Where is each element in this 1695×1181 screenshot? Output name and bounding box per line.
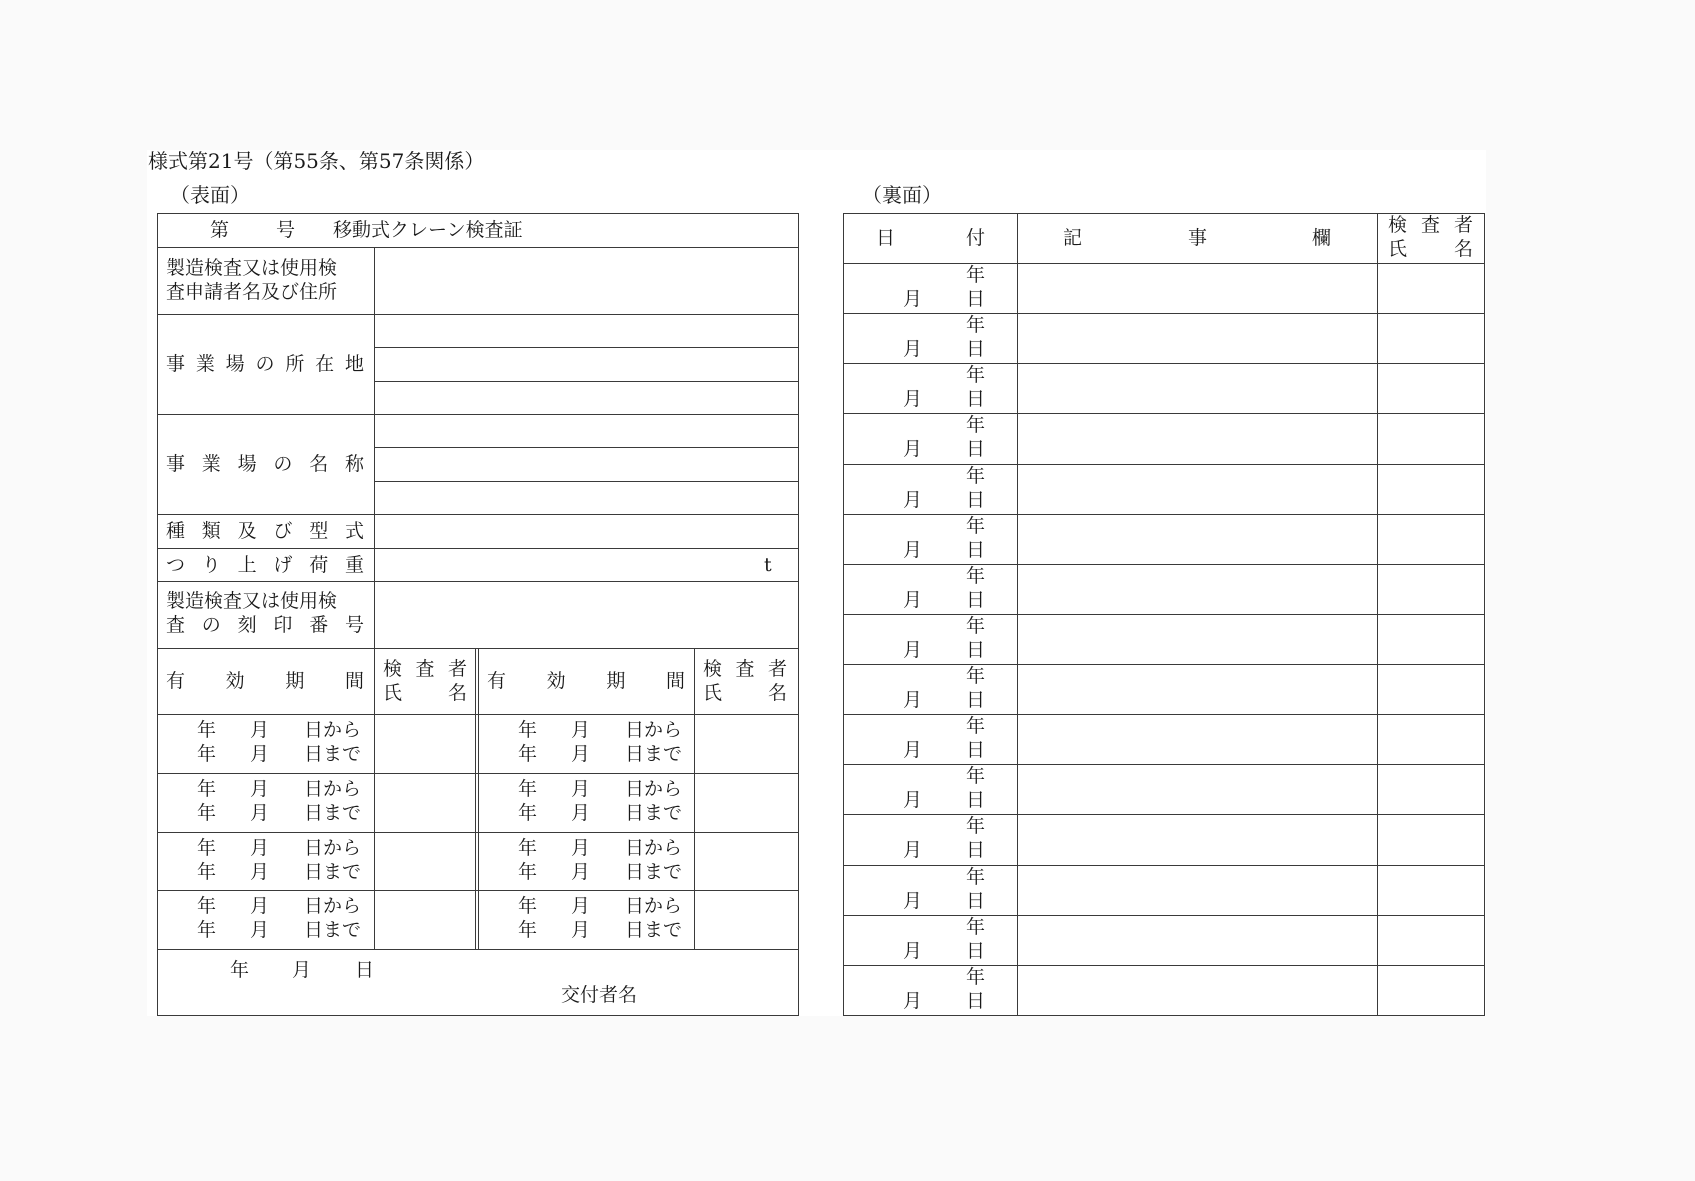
validity-left-from-month: 月 [250,895,270,918]
validity-right-from-day: 日から [625,836,683,859]
notes-header-2: 事 [1188,227,1208,249]
record-date-day: 日 [966,488,986,511]
form-title: 様式第21号（第55条、第57条関係） [148,149,485,173]
validity-left-from-year: 年 [197,836,217,859]
record-date-day: 日 [966,538,986,561]
record-date-year: 年 [966,665,986,688]
validity-right-to-month: 月 [571,860,591,883]
validity-left-inspector-field[interactable] [377,892,472,947]
workplace-name-field-2[interactable] [376,449,796,480]
validity-left-to-month: 月 [250,801,270,824]
record-date-month: 月 [903,488,923,511]
record-date-month: 月 [903,739,923,762]
validity-right-to-day: 日まで [625,743,683,765]
record-date-field[interactable] [846,867,1014,913]
validity-left-from-month: 月 [250,719,270,741]
record-date-year: 年 [966,815,986,838]
validity-left-from-day: 日から [304,777,362,800]
record-date-year: 年 [966,564,986,587]
validity-right-to-year: 年 [518,801,538,824]
rated-load-field[interactable] [376,550,756,580]
stamp-number-label-line2: 査 の 刻 印 番 号 [166,614,364,636]
applicant-name-address-field[interactable] [376,249,796,313]
issue-month-label: 月 [292,959,312,981]
record-date-day: 日 [966,989,986,1012]
record-notes-field[interactable] [1020,716,1374,762]
record-date-field[interactable] [846,816,1014,862]
validity-left-period-field[interactable] [160,775,370,830]
record-date-day: 日 [966,839,986,862]
workplace-location-label: 事 業 場 の 所 在 地 [166,353,364,375]
validity-right-to-day: 日まで [625,860,683,883]
certificate-title: 移動式クレーン検査証 [333,219,523,241]
validity-left-from-day: 日から [304,719,362,741]
validity-right-inspector-field[interactable] [698,775,793,830]
type-model-label: 種 類 及 び 型 式 [166,520,364,542]
record-inspector-field[interactable] [1380,716,1482,762]
validity-right-from-year: 年 [518,777,538,800]
notes-header-3: 欄 [1312,227,1332,249]
record-date-field[interactable] [846,566,1014,612]
workplace-name-field-1[interactable] [376,416,796,446]
workplace-location-field-2[interactable] [376,349,796,380]
record-inspector-field[interactable] [1380,967,1482,1013]
validity-right-inspector-field[interactable] [698,892,793,947]
validity-right-from-year: 年 [518,836,538,859]
validity-left-from-year: 年 [197,895,217,918]
validity-right-from-day: 日から [625,895,683,918]
validity-right-inspector-field[interactable] [698,834,793,889]
validity-right-to-year: 年 [518,743,538,765]
record-inspector-field[interactable] [1380,365,1482,411]
record-date-month: 月 [903,588,923,611]
validity-period-header-left: 有 効 期 間 [166,670,364,692]
validity-right-to-year: 年 [518,860,538,883]
type-model-field[interactable] [376,516,796,546]
record-date-field[interactable] [846,666,1014,712]
record-date-year: 年 [966,865,986,888]
record-date-year: 年 [966,514,986,537]
validity-right-to-day: 日まで [625,919,683,942]
validity-left-to-day: 日まで [304,801,362,824]
applicant-label-line1: 製造検査又は使用検 [166,257,338,279]
validity-right-period-field[interactable] [481,892,691,947]
inspector-header-right-line1: 検 査 者 [703,658,787,680]
validity-right-period-field[interactable] [481,775,691,830]
record-inspector-field[interactable] [1380,566,1482,612]
record-date-year: 年 [966,614,986,637]
date-header-1: 日 [876,227,896,249]
notes-header-1: 記 [1063,227,1083,249]
record-inspector-field[interactable] [1380,265,1482,311]
validity-left-from-month: 月 [250,836,270,859]
record-date-month: 月 [903,438,923,461]
record-date-year: 年 [966,765,986,788]
validity-left-to-year: 年 [197,743,217,765]
front-side-label: （表面） [170,183,250,207]
stamp-number-label-line1: 製造検査又は使用検 [166,590,338,612]
validity-right-to-month: 月 [571,919,591,942]
record-date-year: 年 [966,715,986,738]
record-date-year: 年 [966,915,986,938]
record-date-year: 年 [966,264,986,286]
record-date-year: 年 [966,464,986,487]
validity-period-header-right: 有 効 期 間 [487,670,685,692]
validity-right-from-year: 年 [518,719,538,741]
validity-right-to-year: 年 [518,919,538,942]
record-notes-field[interactable] [1020,816,1374,862]
validity-left-inspector-field[interactable] [377,716,472,771]
record-date-day: 日 [966,288,986,310]
record-date-field[interactable] [846,315,1014,361]
record-notes-field[interactable] [1020,415,1374,461]
issue-date-field[interactable] [160,952,390,982]
record-notes-field[interactable] [1020,917,1374,963]
record-date-year: 年 [966,364,986,387]
record-date-month: 月 [903,538,923,561]
validity-left-from-day: 日から [304,836,362,859]
record-date-year: 年 [966,965,986,988]
record-inspector-field[interactable] [1380,466,1482,512]
back-inspector-header-line2: 氏 名 [1388,238,1473,260]
record-notes-field[interactable] [1020,466,1374,512]
record-inspector-field[interactable] [1380,516,1482,562]
record-notes-field[interactable] [1020,766,1374,812]
record-date-day: 日 [966,689,986,712]
load-unit-tons: t [764,554,772,576]
record-date-month: 月 [903,939,923,962]
validity-right-inspector-field[interactable] [698,716,793,771]
validity-left-to-day: 日まで [304,860,362,883]
record-date-field[interactable] [846,265,1014,311]
record-inspector-field[interactable] [1380,415,1482,461]
rated-load-label: つ り 上 げ 荷 重 [166,554,364,576]
record-date-year: 年 [966,314,986,337]
validity-left-from-year: 年 [197,719,217,741]
inspector-header-left-line1: 検 査 者 [383,658,467,680]
validity-left-to-year: 年 [197,801,217,824]
record-inspector-field[interactable] [1380,867,1482,913]
validity-right-from-month: 月 [571,719,591,741]
validity-left-to-month: 月 [250,919,270,942]
record-date-day: 日 [966,789,986,812]
record-date-field[interactable] [846,716,1014,762]
workplace-location-field-3[interactable] [376,383,796,413]
applicant-label-line2: 査申請者名及び住所 [166,281,338,303]
certificate-number-field[interactable] [232,216,272,244]
back-side-label: （裏面） [862,183,942,207]
record-date-month: 月 [903,789,923,812]
issuer-name-label: 交付者名 [561,984,638,1006]
record-notes-field[interactable] [1020,616,1374,662]
record-date-day: 日 [966,638,986,661]
record-date-day: 日 [966,388,986,411]
issue-year-label: 年 [230,959,250,981]
validity-right-from-day: 日から [625,719,683,741]
record-date-month: 月 [903,989,923,1012]
validity-left-to-month: 月 [250,743,270,765]
stamp-number-field[interactable] [376,583,796,647]
record-inspector-field[interactable] [1380,666,1482,712]
validity-left-from-month: 月 [250,777,270,800]
record-date-field[interactable] [846,415,1014,461]
workplace-name-field-3[interactable] [376,483,796,513]
record-date-month: 月 [903,889,923,912]
record-date-day: 日 [966,889,986,912]
validity-right-to-day: 日まで [625,801,683,824]
back-inspector-header-line1: 検 査 者 [1388,214,1473,236]
record-date-field[interactable] [846,365,1014,411]
validity-left-from-day: 日から [304,895,362,918]
workplace-location-field-1[interactable] [376,316,796,346]
record-notes-field[interactable] [1020,666,1374,712]
record-date-field[interactable] [846,616,1014,662]
record-inspector-field[interactable] [1380,616,1482,662]
validity-left-to-day: 日まで [304,743,362,765]
record-date-field[interactable] [846,766,1014,812]
validity-left-to-year: 年 [197,919,217,942]
record-date-day: 日 [966,338,986,361]
issuer-name-field[interactable] [645,980,795,1012]
record-date-day: 日 [966,588,986,611]
record-date-field[interactable] [846,967,1014,1013]
record-date-month: 月 [903,689,923,712]
validity-left-period-field[interactable] [160,892,370,947]
issue-day-label: 日 [355,959,375,981]
record-inspector-field[interactable] [1380,766,1482,812]
validity-left-period-field[interactable] [160,716,370,771]
record-date-month: 月 [903,338,923,361]
validity-right-from-month: 月 [571,895,591,918]
validity-left-to-day: 日まで [304,919,362,942]
record-date-year: 年 [966,414,986,437]
inspector-header-left-line2: 氏 名 [383,682,467,704]
validity-right-from-year: 年 [518,895,538,918]
record-notes-field[interactable] [1020,365,1374,411]
record-notes-field[interactable] [1020,566,1374,612]
validity-right-period-field[interactable] [481,834,691,889]
record-notes-field[interactable] [1020,516,1374,562]
record-date-field[interactable] [846,516,1014,562]
record-inspector-field[interactable] [1380,816,1482,862]
record-date-day: 日 [966,438,986,461]
record-date-field[interactable] [846,917,1014,963]
validity-left-inspector-field[interactable] [377,775,472,830]
validity-left-to-month: 月 [250,860,270,883]
record-notes-field[interactable] [1020,967,1374,1013]
record-inspector-field[interactable] [1380,917,1482,963]
record-notes-field[interactable] [1020,315,1374,361]
number-prefix: 第 [210,219,230,241]
validity-left-inspector-field[interactable] [377,834,472,889]
validity-right-to-month: 月 [571,801,591,824]
record-date-month: 月 [903,388,923,411]
validity-left-from-year: 年 [197,777,217,800]
record-date-month: 月 [903,839,923,862]
inspector-header-right-line2: 氏 名 [703,682,787,704]
validity-right-period-field[interactable] [481,716,691,771]
validity-right-to-month: 月 [571,743,591,765]
number-suffix: 号 [276,219,296,241]
record-date-month: 月 [903,638,923,661]
workplace-name-label: 事 業 場 の 名 称 [166,453,364,475]
record-notes-field[interactable] [1020,867,1374,913]
record-inspector-field[interactable] [1380,315,1482,361]
validity-right-from-month: 月 [571,777,591,800]
date-header-2: 付 [966,227,986,249]
validity-right-from-day: 日から [625,777,683,800]
record-date-month: 月 [903,288,923,310]
record-date-day: 日 [966,739,986,762]
record-notes-field[interactable] [1020,265,1374,311]
record-date-field[interactable] [846,466,1014,512]
validity-left-period-field[interactable] [160,834,370,889]
validity-right-from-month: 月 [571,836,591,859]
validity-left-to-year: 年 [197,860,217,883]
record-date-day: 日 [966,939,986,962]
